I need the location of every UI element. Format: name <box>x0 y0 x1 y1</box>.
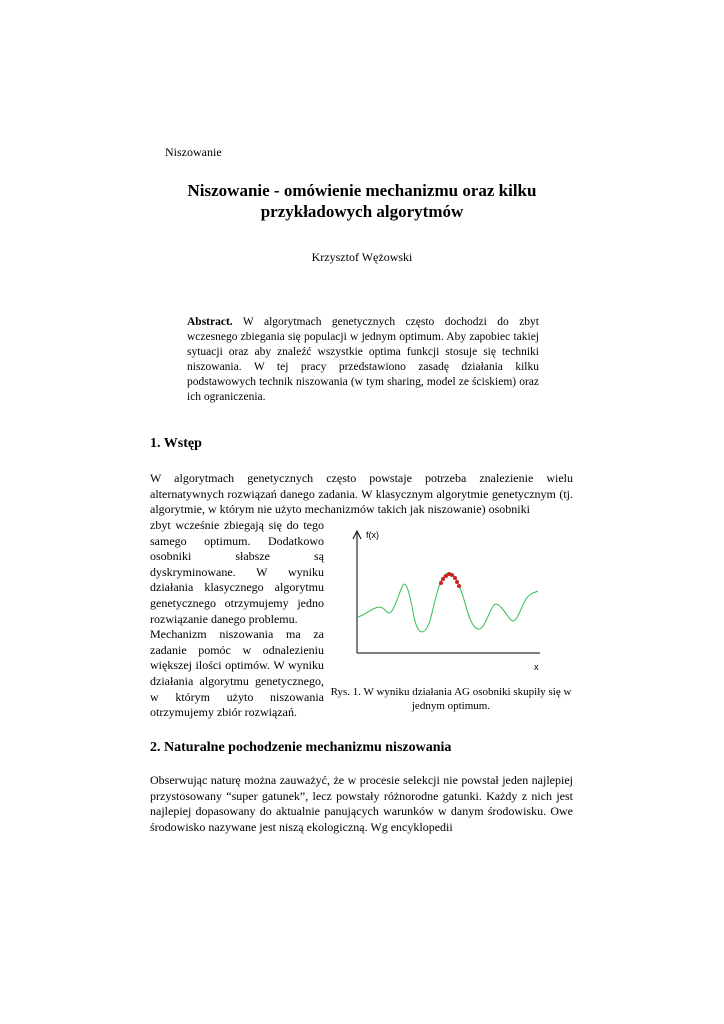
y-axis-label: f(x) <box>366 530 379 540</box>
population-point <box>453 576 457 580</box>
section-heading-intro: 1. Wstęp <box>150 436 202 451</box>
running-head: Niszowanie <box>165 145 222 159</box>
abstract-text: W algorytmach genetycznych często dochodzi do zbyt wczesnego zbiegania się populacji w jednym optimum. Aby zapobiec takiej sytuacji oraz aby znaleźć wszystkie optima funkcji stosuje się techniki niszowania. W tej pracy przedstawiono zasadę działania kilku podstawowych technik niszowania (w tym sharing, model ze ściskiem) oraz ich ograniczenia. <box>187 316 540 404</box>
x-axis-label: x <box>534 662 539 672</box>
population-point <box>450 573 454 577</box>
section-heading-natural: 2. Naturalne pochodzenie mechanizmu niszowania <box>150 740 452 755</box>
population-point <box>439 581 443 585</box>
abstract-label: Abstract. <box>187 316 233 328</box>
population-point <box>441 577 445 581</box>
title-line-1: Niszowanie - omówienie mechanizmu oraz kilku <box>187 181 537 200</box>
figure-fitness-plot <box>340 525 574 675</box>
paper-title <box>150 180 574 222</box>
figure-caption: Rys. 1. W wyniku działania AG osobniki skupiły się w jednym optimum. <box>330 686 572 712</box>
abstract <box>187 315 539 406</box>
intro-paragraph-left-1: zbyt wcześnie zbiegają się do tego samego optimum. Dodatkowo osobniki słabsze są dyskryminowane. W wyniku działania klasycznego algorytmu genetycznego otrzymujemy jedno rozwiązanie danego problemu. <box>150 518 324 626</box>
population-point <box>455 580 459 584</box>
fitness-curve <box>358 573 538 632</box>
intro-paragraph-left-2: Mechanizm niszowania ma za zadanie pomóc w odnalezieniu większej ilości optimów. W wyniku działania algorytmu genetycznego, w którym użyto niszowania otrzymujemy zbiór rozwiązań. <box>150 627 324 720</box>
population-points <box>439 572 461 588</box>
intro-paragraph-left <box>150 518 324 721</box>
author: Krzysztof Wężowski <box>311 250 413 264</box>
natural-paragraph: Obserwując naturę można zauważyć, że w procesie selekcji nie powstał jeden najlepiej przystosowany “super gatunek”, lecz powstały różnorodne gatunki. Każdy z nich jest najlepiej dopasowany do aktualnie panujących warunków w danym środowisku. Owe środowisko nazywane jest niszą ekologiczną. Wg encyklopedii <box>150 773 573 834</box>
title-line-2: przykładowych algorytmów <box>260 202 464 221</box>
population-point <box>457 584 461 588</box>
intro-paragraph-top: W algorytmach genetycznych często powstaje potrzeba znalezienie wielu alternatywnych rozwiązań danego zadania. W klasycznym algorytmie genetycznym (tj. algorytmie, w którym nie użyto mechanizmów takich jak niszowanie) osobniki <box>150 471 573 517</box>
